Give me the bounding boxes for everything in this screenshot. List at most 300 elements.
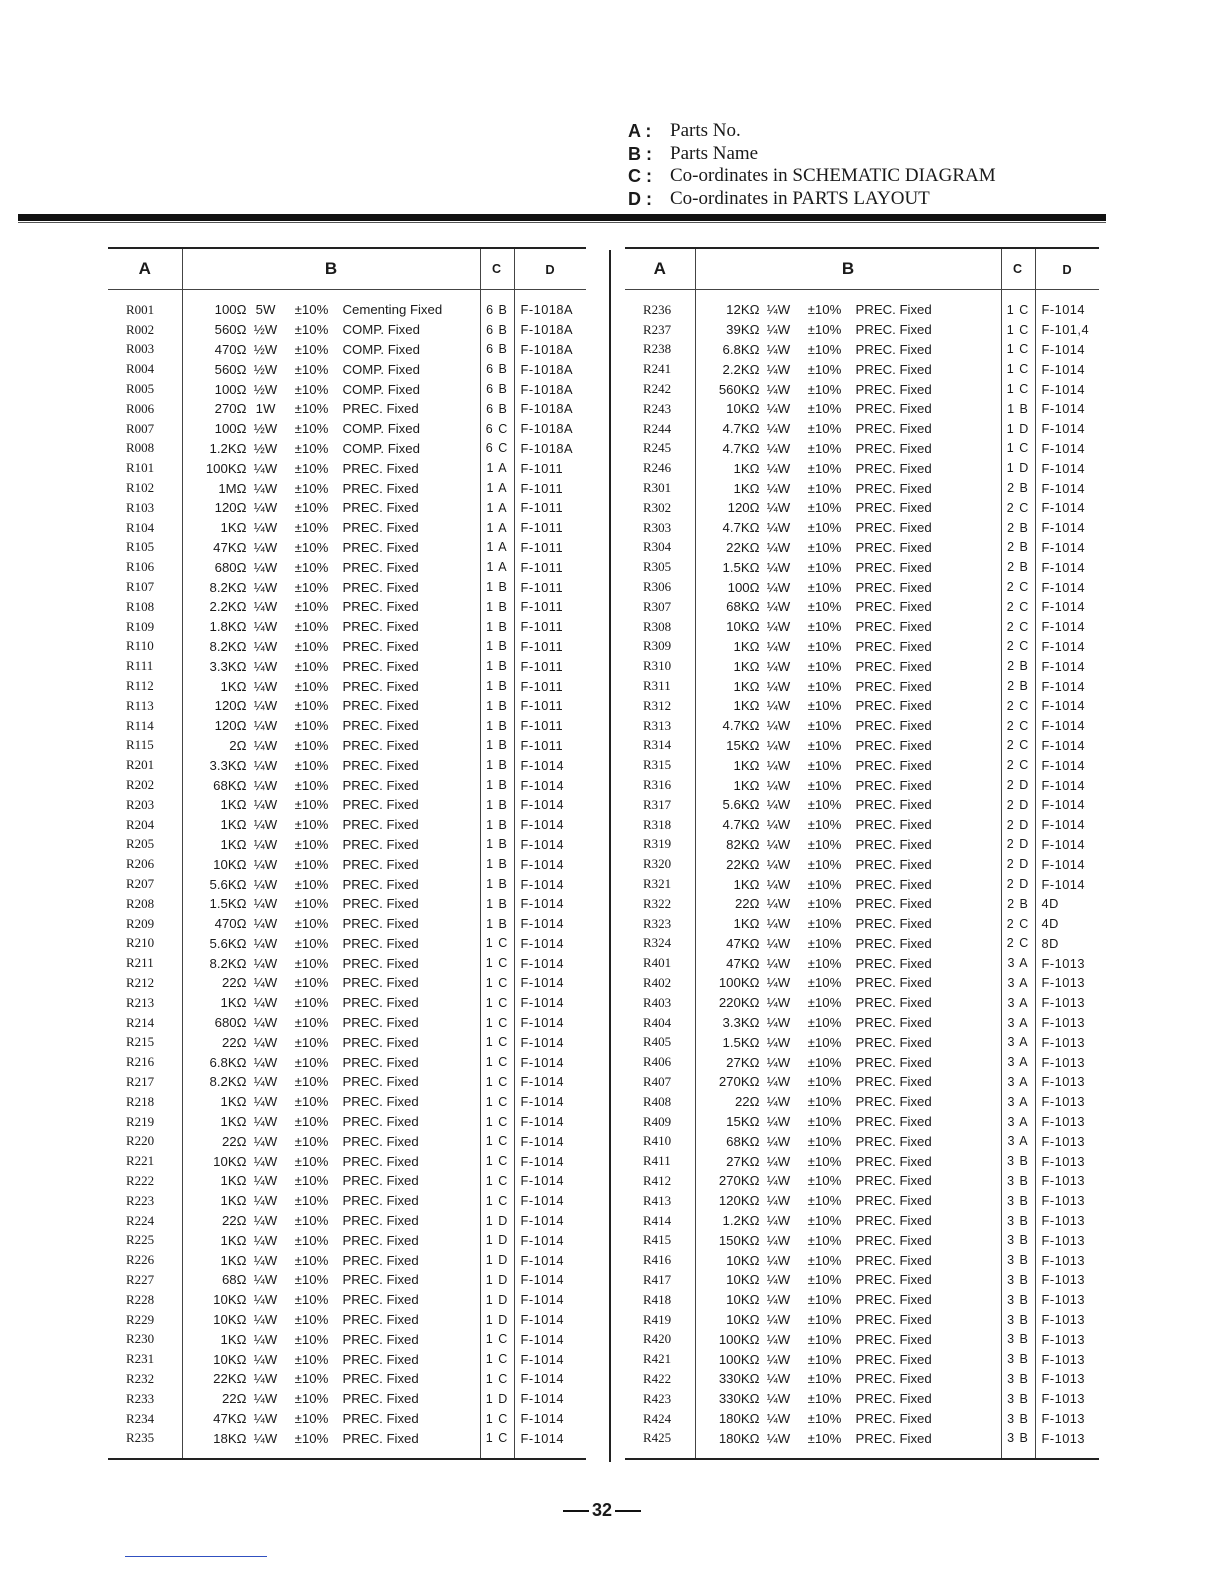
part-number: R238 bbox=[643, 341, 672, 357]
wattage: ¼W bbox=[253, 698, 278, 714]
part-name bbox=[182, 637, 480, 657]
part-name bbox=[182, 795, 480, 815]
wattage: ¼W bbox=[766, 678, 791, 694]
resistance-value: 6.8KΩ bbox=[722, 341, 760, 357]
part-name bbox=[695, 1369, 1001, 1389]
tolerance: ±10% bbox=[294, 1252, 329, 1268]
part-name bbox=[695, 835, 1001, 855]
legend-key: B : bbox=[628, 143, 652, 164]
resistance-value: 10KΩ bbox=[213, 1312, 247, 1328]
part-name bbox=[695, 1211, 1001, 1231]
legend-row bbox=[628, 165, 996, 188]
tolerance: ±10% bbox=[807, 1411, 842, 1427]
wattage: ¼W bbox=[253, 1430, 278, 1446]
table-row bbox=[625, 1072, 1099, 1092]
legend-text: Co-ordinates in SCHEMATIC DIAGRAM bbox=[670, 165, 996, 186]
part-name bbox=[695, 1072, 1001, 1092]
wattage: ¼W bbox=[253, 1312, 278, 1328]
layout-coord: F-1014 bbox=[514, 1191, 586, 1211]
layout-coord: F-1014 bbox=[514, 973, 586, 993]
part-number: R201 bbox=[126, 757, 155, 773]
table-row bbox=[108, 874, 586, 894]
tolerance: ±10% bbox=[294, 896, 329, 912]
table-row bbox=[108, 557, 586, 577]
table-row bbox=[108, 1310, 586, 1330]
table-row bbox=[625, 1013, 1099, 1033]
part-name bbox=[695, 894, 1001, 914]
part-name bbox=[182, 320, 480, 340]
resistance-value: 1.8KΩ bbox=[209, 619, 247, 635]
resistance-value: 8.2KΩ bbox=[209, 1074, 247, 1090]
part-number: R104 bbox=[126, 519, 155, 535]
tolerance: ±10% bbox=[294, 1272, 329, 1288]
resistance-value: 68KΩ bbox=[726, 1133, 760, 1149]
layout-coord: F-1013 bbox=[1035, 993, 1099, 1013]
wattage: ¼W bbox=[766, 916, 791, 932]
part-number: R409 bbox=[643, 1113, 672, 1129]
resistance-value: 15KΩ bbox=[726, 737, 760, 753]
resistance-value: 2.2KΩ bbox=[722, 361, 760, 377]
table-row bbox=[108, 894, 586, 914]
schematic-coord: 2 C bbox=[1001, 617, 1035, 637]
schematic-coord: 3 B bbox=[1001, 1409, 1035, 1429]
table-row bbox=[108, 993, 586, 1013]
wattage: ¼W bbox=[766, 1292, 791, 1308]
resistance-value: 560KΩ bbox=[718, 381, 760, 397]
part-number: R315 bbox=[643, 757, 672, 773]
wattage: 5W bbox=[255, 302, 276, 318]
schematic-coord: 1 C bbox=[480, 1191, 514, 1211]
resistance-value: 22Ω bbox=[221, 1391, 247, 1407]
wattage: ¼W bbox=[253, 1153, 278, 1169]
part-name bbox=[695, 874, 1001, 894]
layout-coord: F-1011 bbox=[514, 736, 586, 756]
tolerance: ±10% bbox=[294, 1133, 329, 1149]
resistance-value: 180KΩ bbox=[718, 1430, 760, 1446]
layout-coord: 4D bbox=[1035, 894, 1099, 914]
resistance-value: 1KΩ bbox=[220, 1232, 247, 1248]
part-name bbox=[695, 795, 1001, 815]
schematic-coord: 1 C bbox=[480, 953, 514, 973]
layout-coord: F-1014 bbox=[1035, 379, 1099, 399]
resistor-type: COMP. Fixed bbox=[342, 381, 420, 397]
table-row bbox=[108, 419, 586, 439]
wattage: ½W bbox=[253, 381, 278, 397]
resistance-value: 100Ω bbox=[214, 381, 247, 397]
wattage: ¼W bbox=[253, 1292, 278, 1308]
resistance-value: 220KΩ bbox=[718, 995, 760, 1011]
resistance-value: 150KΩ bbox=[718, 1232, 760, 1248]
tolerance: ±10% bbox=[294, 1054, 329, 1070]
part-number: R107 bbox=[126, 579, 155, 595]
schematic-coord: 1 C bbox=[480, 1013, 514, 1033]
table-row bbox=[108, 1349, 586, 1369]
part-name bbox=[695, 1052, 1001, 1072]
part-name bbox=[182, 538, 480, 558]
part-number: R114 bbox=[126, 717, 154, 733]
resistor-type: COMP. Fixed bbox=[342, 440, 420, 456]
wattage: ¼W bbox=[253, 1252, 278, 1268]
resistance-value: 12KΩ bbox=[726, 302, 760, 318]
table-row bbox=[108, 1032, 586, 1052]
table-row bbox=[625, 1409, 1099, 1429]
wattage: ¼W bbox=[253, 1173, 278, 1189]
layout-coord: F-1013 bbox=[1035, 953, 1099, 973]
schematic-coord: 3 A bbox=[1001, 993, 1035, 1013]
table-row bbox=[625, 340, 1099, 360]
table-row bbox=[625, 716, 1099, 736]
tolerance: ±10% bbox=[807, 718, 842, 734]
resistor-type: PREC. Fixed bbox=[342, 480, 419, 496]
resistance-value: 10KΩ bbox=[213, 1292, 247, 1308]
schematic-coord: 3 A bbox=[1001, 1092, 1035, 1112]
part-name bbox=[695, 538, 1001, 558]
schematic-coord: 6 B bbox=[480, 399, 514, 419]
schematic-coord: 1 C bbox=[1001, 439, 1035, 459]
wattage: ¼W bbox=[253, 856, 278, 872]
part-name bbox=[695, 1290, 1001, 1310]
layout-coord: F-1018A bbox=[514, 439, 586, 459]
wattage: ¼W bbox=[766, 658, 791, 674]
wattage: ¼W bbox=[766, 401, 791, 417]
table-row bbox=[108, 1013, 586, 1033]
tolerance: ±10% bbox=[294, 500, 329, 516]
part-number: R321 bbox=[643, 876, 672, 891]
resistance-value: 1.5KΩ bbox=[722, 1034, 760, 1050]
tolerance: ±10% bbox=[807, 1133, 842, 1149]
resistor-type: PREC. Fixed bbox=[342, 1351, 419, 1367]
schematic-coord: 2 C bbox=[1001, 597, 1035, 617]
tolerance: ±10% bbox=[294, 361, 329, 377]
table-row bbox=[625, 1151, 1099, 1171]
resistance-value: 4.7KΩ bbox=[722, 718, 760, 734]
tolerance: ±10% bbox=[294, 1153, 329, 1169]
tolerance: ±10% bbox=[807, 322, 842, 338]
schematic-coord: 1 B bbox=[480, 795, 514, 815]
wattage: ¼W bbox=[253, 1114, 278, 1130]
resistor-type: PREC. Fixed bbox=[342, 559, 419, 575]
part-number: R302 bbox=[643, 499, 672, 515]
resistance-value: 22Ω bbox=[221, 1034, 247, 1050]
wattage: ¼W bbox=[766, 797, 791, 813]
part-name bbox=[695, 973, 1001, 993]
table-row bbox=[625, 914, 1099, 934]
layout-coord: F-1013 bbox=[1035, 1072, 1099, 1092]
resistance-value: 1KΩ bbox=[733, 638, 760, 654]
part-number: R007 bbox=[126, 420, 155, 436]
header-a: A bbox=[625, 248, 695, 290]
tolerance: ±10% bbox=[294, 520, 329, 536]
resistance-value: 10KΩ bbox=[726, 1292, 760, 1308]
resistor-type: PREC. Fixed bbox=[855, 599, 932, 615]
table-row bbox=[108, 854, 586, 874]
part-number: R217 bbox=[126, 1073, 155, 1089]
tolerance: ±10% bbox=[294, 737, 329, 753]
part-number: R309 bbox=[643, 638, 672, 654]
layout-coord: F-1014 bbox=[514, 1428, 586, 1459]
resistor-type: PREC. Fixed bbox=[855, 520, 932, 536]
wattage: ¼W bbox=[766, 1015, 791, 1031]
part-number: R402 bbox=[643, 974, 672, 990]
part-number: R106 bbox=[126, 559, 155, 575]
table-row bbox=[625, 1389, 1099, 1409]
part-name bbox=[695, 934, 1001, 954]
tolerance: ±10% bbox=[807, 1034, 842, 1050]
part-name bbox=[695, 656, 1001, 676]
resistance-value: 560Ω bbox=[214, 361, 247, 377]
table-row bbox=[625, 557, 1099, 577]
resistor-type: PREC. Fixed bbox=[855, 1272, 932, 1288]
layout-coord: F-1014 bbox=[514, 1072, 586, 1092]
resistance-value: 18KΩ bbox=[213, 1430, 247, 1446]
schematic-coord: 1 D bbox=[480, 1211, 514, 1231]
resistance-value: 100KΩ bbox=[205, 460, 247, 476]
resistance-value: 1KΩ bbox=[220, 1173, 247, 1189]
part-name bbox=[695, 1191, 1001, 1211]
part-name bbox=[695, 1131, 1001, 1151]
layout-coord: F-1011 bbox=[514, 617, 586, 637]
resistor-type: PREC. Fixed bbox=[342, 896, 419, 912]
resistance-value: 27KΩ bbox=[726, 1054, 760, 1070]
part-number: R113 bbox=[126, 697, 154, 713]
resistor-type: PREC. Fixed bbox=[342, 876, 419, 892]
schematic-coord: 1 C bbox=[1001, 340, 1035, 360]
table-row bbox=[108, 1191, 586, 1211]
part-number: R301 bbox=[643, 480, 672, 496]
part-number: R224 bbox=[126, 1212, 155, 1228]
tolerance: ±10% bbox=[294, 1173, 329, 1189]
table-row bbox=[625, 993, 1099, 1013]
table-row bbox=[625, 439, 1099, 459]
part-number: R204 bbox=[126, 816, 155, 832]
part-number: R223 bbox=[126, 1192, 155, 1208]
part-name bbox=[695, 775, 1001, 795]
tolerance: ±10% bbox=[807, 1173, 842, 1189]
layout-coord: F-1013 bbox=[1035, 1052, 1099, 1072]
schematic-coord: 6 B bbox=[480, 290, 514, 320]
part-number: R205 bbox=[126, 836, 155, 852]
part-name bbox=[695, 1171, 1001, 1191]
tolerance: ±10% bbox=[807, 1331, 842, 1347]
wattage: ¼W bbox=[766, 876, 791, 892]
schematic-coord: 1 A bbox=[480, 458, 514, 478]
layout-coord: F-1013 bbox=[1035, 1250, 1099, 1270]
resistance-value: 1.5KΩ bbox=[722, 559, 760, 575]
resistor-type: PREC. Fixed bbox=[855, 876, 932, 892]
layout-coord: F-1011 bbox=[514, 696, 586, 716]
part-number: R108 bbox=[126, 598, 155, 614]
part-name bbox=[182, 1092, 480, 1112]
tolerance: ±10% bbox=[294, 381, 329, 397]
tolerance: ±10% bbox=[807, 1153, 842, 1169]
resistance-value: 22KΩ bbox=[726, 856, 760, 872]
resistor-type: PREC. Fixed bbox=[855, 995, 932, 1011]
wattage: ¼W bbox=[253, 1331, 278, 1347]
layout-coord: F-1018A bbox=[514, 340, 586, 360]
layout-coord: F-1014 bbox=[1035, 656, 1099, 676]
resistance-value: 68Ω bbox=[221, 1272, 247, 1288]
parts-table-right bbox=[625, 247, 1099, 1460]
part-number: R112 bbox=[126, 678, 154, 694]
part-name bbox=[695, 478, 1001, 498]
resistor-type: PREC. Fixed bbox=[342, 777, 419, 793]
table-row bbox=[625, 736, 1099, 756]
part-name bbox=[182, 1290, 480, 1310]
layout-coord: F-1014 bbox=[1035, 815, 1099, 835]
table-row bbox=[108, 914, 586, 934]
schematic-coord: 1 C bbox=[1001, 379, 1035, 399]
part-name bbox=[695, 320, 1001, 340]
tolerance: ±10% bbox=[807, 1371, 842, 1387]
layout-coord: F-1013 bbox=[1035, 1270, 1099, 1290]
table-row bbox=[108, 458, 586, 478]
resistor-type: PREC. Fixed bbox=[342, 836, 419, 852]
part-number: R425 bbox=[643, 1430, 672, 1446]
part-name bbox=[695, 340, 1001, 360]
header-a: A bbox=[108, 248, 182, 290]
part-number: R307 bbox=[643, 598, 672, 614]
layout-coord: 8D bbox=[1035, 934, 1099, 954]
schematic-coord: 2 C bbox=[1001, 755, 1035, 775]
wattage: ¼W bbox=[766, 698, 791, 714]
resistor-type: PREC. Fixed bbox=[855, 500, 932, 516]
resistance-value: 270Ω bbox=[214, 401, 247, 417]
wattage: ¼W bbox=[766, 480, 791, 496]
schematic-coord: 1 B bbox=[480, 874, 514, 894]
schematic-coord: 1 A bbox=[480, 518, 514, 538]
tolerance: ±10% bbox=[807, 1074, 842, 1090]
part-number: R415 bbox=[643, 1232, 672, 1248]
part-name bbox=[182, 1013, 480, 1033]
part-name bbox=[182, 1329, 480, 1349]
resistor-type: PREC. Fixed bbox=[342, 1153, 419, 1169]
part-name bbox=[695, 1349, 1001, 1369]
part-name bbox=[695, 1389, 1001, 1409]
table-row bbox=[108, 1211, 586, 1231]
layout-coord: F-1014 bbox=[514, 874, 586, 894]
schematic-coord: 3 A bbox=[1001, 1052, 1035, 1072]
schematic-coord: 1 D bbox=[480, 1230, 514, 1250]
tolerance: ±10% bbox=[294, 916, 329, 932]
header-b: B bbox=[182, 248, 480, 290]
resistor-type: PREC. Fixed bbox=[342, 1411, 419, 1427]
table-row bbox=[625, 1270, 1099, 1290]
schematic-coord: 3 B bbox=[1001, 1171, 1035, 1191]
resistance-value: 1KΩ bbox=[733, 658, 760, 674]
legend-key: A : bbox=[628, 121, 652, 141]
resistor-type: PREC. Fixed bbox=[855, 777, 932, 793]
schematic-coord: 2 B bbox=[1001, 478, 1035, 498]
schematic-coord: 2 C bbox=[1001, 934, 1035, 954]
part-number: R243 bbox=[643, 400, 672, 416]
wattage: ¼W bbox=[766, 975, 791, 991]
wattage: ¼W bbox=[253, 757, 278, 773]
layout-coord: F-1014 bbox=[1035, 676, 1099, 696]
table-row bbox=[108, 1230, 586, 1250]
part-number: R420 bbox=[643, 1331, 672, 1347]
part-name bbox=[182, 815, 480, 835]
wattage: ¼W bbox=[253, 1232, 278, 1248]
part-name bbox=[182, 557, 480, 577]
wattage: ¼W bbox=[253, 1094, 278, 1110]
schematic-coord: 3 B bbox=[1001, 1290, 1035, 1310]
tolerance: ±10% bbox=[294, 1371, 329, 1387]
resistance-value: 5.6KΩ bbox=[209, 876, 247, 892]
wattage: ¼W bbox=[253, 995, 278, 1011]
layout-coord: F-1014 bbox=[514, 1409, 586, 1429]
part-number: R418 bbox=[643, 1291, 672, 1307]
resistor-type: PREC. Fixed bbox=[342, 955, 419, 971]
resistance-value: 1KΩ bbox=[733, 777, 760, 793]
resistance-value: 1KΩ bbox=[220, 1114, 247, 1130]
resistor-type: PREC. Fixed bbox=[342, 737, 419, 753]
part-name bbox=[695, 1112, 1001, 1132]
layout-coord: F-1014 bbox=[1035, 478, 1099, 498]
part-number: R228 bbox=[126, 1291, 155, 1307]
layout-coord: F-1014 bbox=[514, 1290, 586, 1310]
layout-coord: F-1014 bbox=[514, 914, 586, 934]
wattage: ¼W bbox=[766, 1193, 791, 1209]
part-name bbox=[182, 340, 480, 360]
resistance-value: 4.7KΩ bbox=[722, 440, 760, 456]
tolerance: ±10% bbox=[807, 579, 842, 595]
wattage: ¼W bbox=[766, 1213, 791, 1229]
tolerance: ±10% bbox=[807, 1094, 842, 1110]
wattage: ¼W bbox=[253, 658, 278, 674]
schematic-coord: 2 C bbox=[1001, 696, 1035, 716]
resistance-value: 1KΩ bbox=[733, 757, 760, 773]
resistor-type: PREC. Fixed bbox=[855, 916, 932, 932]
table-row bbox=[108, 775, 586, 795]
resistor-type: PREC. Fixed bbox=[855, 1034, 932, 1050]
part-number: R226 bbox=[126, 1252, 155, 1268]
wattage: ¼W bbox=[253, 737, 278, 753]
layout-coord: F-1014 bbox=[514, 854, 586, 874]
part-number: R215 bbox=[126, 1034, 155, 1050]
table-row bbox=[625, 399, 1099, 419]
wattage: ¼W bbox=[766, 460, 791, 476]
layout-coord: F-1014 bbox=[514, 775, 586, 795]
wattage: ¼W bbox=[766, 1034, 791, 1050]
wattage: ¼W bbox=[766, 1153, 791, 1169]
part-name bbox=[695, 993, 1001, 1013]
resistance-value: 100KΩ bbox=[718, 1351, 760, 1367]
tolerance: ±10% bbox=[807, 876, 842, 892]
part-name bbox=[695, 914, 1001, 934]
table-row bbox=[625, 617, 1099, 637]
resistance-value: 680Ω bbox=[214, 1015, 247, 1031]
tolerance: ±10% bbox=[294, 1391, 329, 1407]
table-row bbox=[625, 1250, 1099, 1270]
resistance-value: 10KΩ bbox=[726, 1312, 760, 1328]
part-name bbox=[182, 439, 480, 459]
part-number: R413 bbox=[643, 1192, 672, 1208]
tolerance: ±10% bbox=[807, 698, 842, 714]
tolerance: ±10% bbox=[807, 619, 842, 635]
resistance-value: 5.6KΩ bbox=[209, 935, 247, 951]
part-number: R203 bbox=[126, 796, 155, 812]
resistance-value: 5.6KΩ bbox=[722, 797, 760, 813]
table-row bbox=[625, 1310, 1099, 1330]
table-row bbox=[108, 478, 586, 498]
resistance-value: 1KΩ bbox=[220, 1094, 247, 1110]
table-row bbox=[108, 320, 586, 340]
part-number: R244 bbox=[643, 420, 672, 436]
resistance-value: 330KΩ bbox=[718, 1371, 760, 1387]
schematic-coord: 1 B bbox=[480, 637, 514, 657]
layout-coord: F-1013 bbox=[1035, 1131, 1099, 1151]
schematic-coord: 1 B bbox=[480, 775, 514, 795]
